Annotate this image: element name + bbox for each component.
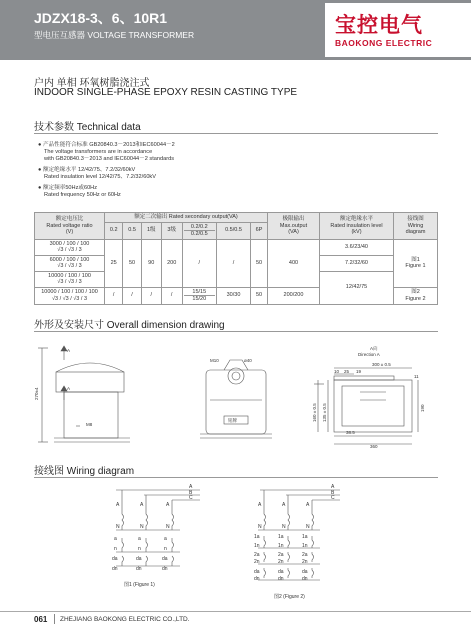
- svg-text:a: a: [114, 536, 117, 542]
- svg-text:1a: 1a: [278, 534, 284, 540]
- logo-en: BAOKONG ELECTRIC: [335, 38, 433, 48]
- svg-text:da: da: [162, 556, 168, 562]
- label-d10: 10: [334, 369, 340, 374]
- svg-text:1a: 1a: [254, 534, 260, 540]
- company-name: ZHEJIANG BAOKONG ELECTRIC CO.,LTD.: [60, 616, 190, 623]
- svg-text:da: da: [254, 569, 260, 575]
- table-subheader-row: 0.2 0.5 1级 3级 0.2/0.2 0.2/0.5 0.5/0.5 6P: [35, 222, 438, 239]
- page-number-separator: [54, 614, 55, 624]
- dimension-divider: [34, 331, 438, 332]
- th-secondary: 额定二次输出 Rated secondary output(VA): [105, 213, 268, 223]
- svg-text:dn: dn: [112, 566, 118, 572]
- svg-text:n: n: [164, 546, 167, 552]
- phase-b: B: [189, 490, 193, 496]
- intro-title-en: INDOOR SINGLE-PHASE EPOXY RESIN CASTING TYPE: [34, 87, 298, 98]
- svg-text:a: a: [138, 536, 141, 542]
- svg-text:1a: 1a: [302, 534, 308, 540]
- bullet-frequency: ● 额定频率50Hz或60Hz Rated frequency 50Hz or 60Hz: [38, 185, 121, 198]
- th-ratio: 额定电压比 Rated voltage ratio (V): [35, 213, 105, 240]
- spec-table: [34, 212, 438, 305]
- label-d160: 160 ± 0.5: [312, 403, 317, 422]
- phase-a: A: [189, 484, 193, 490]
- dimension-drawing: [34, 340, 438, 452]
- label-d135: 135 ± 0.5: [322, 403, 327, 422]
- label-nameplate: 铭牌: [228, 418, 237, 423]
- svg-text:N: N: [282, 524, 286, 530]
- bullet-insulation: ● 额定绝缘水平 12/42/75、7.2/32/60kV Rated insulation level 12/42/75、7.2/32/60kV: [38, 167, 156, 180]
- technical-bullets: [38, 142, 438, 203]
- svg-text:A: A: [140, 502, 144, 508]
- label-a-top: A: [67, 348, 71, 353]
- svg-text:da: da: [112, 556, 118, 562]
- svg-text:2n: 2n: [254, 559, 260, 565]
- technical-divider: [34, 133, 438, 134]
- svg-text:2n: 2n: [278, 559, 284, 565]
- svg-text:1n: 1n: [254, 543, 260, 549]
- label-d11: 11: [414, 374, 419, 379]
- label-direction-en: Direction A: [358, 352, 380, 357]
- svg-text:2a: 2a: [278, 552, 284, 558]
- wiring-title: 接线图 Wiring diagram: [34, 466, 135, 477]
- svg-text:dn: dn: [302, 576, 308, 582]
- svg-text:A: A: [166, 502, 170, 508]
- model-subtitle: 型电压互感器 VOLTAGE TRANSFORMER: [34, 30, 195, 40]
- phase-b-2: B: [331, 490, 335, 496]
- svg-text:2a: 2a: [254, 552, 260, 558]
- svg-text:2a: 2a: [302, 552, 308, 558]
- brand-logo: [325, 3, 471, 57]
- svg-text:da: da: [278, 569, 284, 575]
- svg-text:dn: dn: [254, 576, 260, 582]
- label-height: 270±4: [34, 387, 39, 400]
- header-bar: [0, 0, 471, 60]
- svg-text:da: da: [136, 556, 142, 562]
- label-d360: 360: [370, 444, 378, 449]
- wiring-divider: [34, 477, 438, 478]
- label-a-mid: A: [67, 386, 71, 391]
- page-number: 061: [34, 615, 48, 624]
- svg-text:2n: 2n: [302, 559, 308, 565]
- svg-text:dn: dn: [278, 576, 284, 582]
- svg-text:n: n: [138, 546, 141, 552]
- wiring-diagram: [34, 480, 438, 605]
- svg-text:N: N: [306, 524, 310, 530]
- label-d300: 300 ± 0.5: [372, 362, 391, 367]
- th-max: 极限输出 Max.output (VA): [268, 213, 320, 240]
- svg-text:1n: 1n: [278, 543, 284, 549]
- phase-c-2: C: [331, 495, 335, 501]
- svg-text:A: A: [282, 502, 286, 508]
- label-d190: 190: [420, 404, 425, 412]
- phase-a-2: A: [331, 484, 335, 490]
- label-phi: ø40: [244, 358, 252, 363]
- th-insulation: 额定绝缘水平 Rated insulation level (kV): [320, 213, 394, 240]
- footer-divider: [0, 611, 471, 612]
- table-row: 10000 / 100 / 100 √3 / √3 / 3 12/42/75: [35, 271, 438, 287]
- phase-c: C: [189, 495, 193, 501]
- svg-text:N: N: [140, 524, 144, 530]
- logo-zh: 宝控电气: [335, 14, 423, 37]
- th-wiring: 接线图 Wiring diagram: [394, 213, 438, 240]
- svg-text:N: N: [166, 524, 170, 530]
- svg-text:N: N: [116, 524, 120, 530]
- table-row: 6000 / 100 / 100 √3 / √3 / 3 7.2/32/60: [35, 255, 438, 271]
- label-direction-zh: A向: [370, 346, 378, 351]
- bullet-standard: ● 产品性能符合标准 GB20840.3－2013和IEC60044－2 The voltage transformers are in accordance with GB20840.3－2013 and IEC60044－2 standards: [38, 142, 175, 162]
- label-m10: M10: [210, 358, 219, 363]
- label-d25: 25: [344, 369, 350, 374]
- table-row: 10000 / 100 / 100 / 100 √3 / √3 / √3 / 3 / / / / 15/15 15/20 30/30 50 200/200 图2 Figure 2: [35, 287, 438, 304]
- table-row: 3000 / 100 / 100 √3 / √3 / 3 25 50 90 200 / / 50 400 3.6/23/40 图1 Figure 1: [35, 239, 438, 255]
- table-header-row: [35, 213, 438, 223]
- label-m8: M8: [86, 422, 93, 427]
- label-d385: 38.5: [346, 430, 355, 435]
- svg-text:N: N: [258, 524, 262, 530]
- fig2-label: 图2 (Figure 2): [274, 594, 305, 600]
- fig1-label: 图1 (Figure 1): [124, 582, 155, 588]
- label-d19: 19: [356, 369, 362, 374]
- technical-title: 技术参数 Technical data: [34, 122, 141, 133]
- svg-text:a: a: [164, 536, 167, 542]
- svg-text:A: A: [306, 502, 310, 508]
- dimension-title: 外形及安装尺寸 Overall dimension drawing: [34, 320, 225, 331]
- svg-text:dn: dn: [162, 566, 168, 572]
- intro-title-zh: 户内 单相 环氧树脂浇注式: [34, 78, 150, 89]
- model-title: JDZX18-3、6、10R1: [34, 10, 168, 26]
- svg-text:1n: 1n: [302, 543, 308, 549]
- svg-text:A: A: [258, 502, 262, 508]
- svg-text:dn: dn: [136, 566, 142, 572]
- svg-text:da: da: [302, 569, 308, 575]
- svg-text:A: A: [116, 502, 120, 508]
- svg-text:n: n: [114, 546, 117, 552]
